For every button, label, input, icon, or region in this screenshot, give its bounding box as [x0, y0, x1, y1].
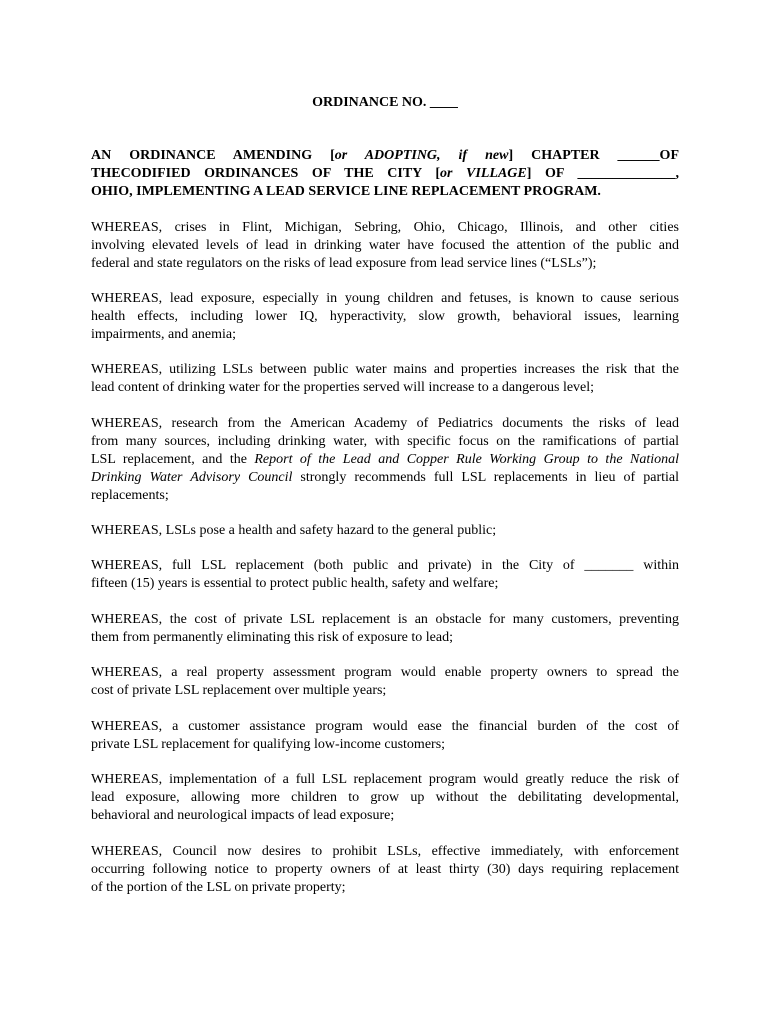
paragraph-line: them from permanently eliminating this risk of exposure to lead;	[91, 630, 453, 645]
whereas-paragraph-8	[91, 664, 679, 700]
document-title: ORDINANCE NO. ____	[312, 95, 458, 110]
paragraph-line: WHEREAS, implementation of a full LSL replacement program would greatly reduce the risk of	[91, 772, 679, 787]
whereas-paragraph-10	[91, 771, 679, 825]
paragraph-line: occurring following notice to property owners of at least thirty (30) days requiring replacement	[91, 862, 679, 877]
whereas-paragraph-5	[91, 522, 679, 540]
whereas-paragraph-6	[91, 557, 679, 593]
paragraph-text: strongly recommends full LSL replacements in lieu of partial	[292, 470, 680, 485]
heading-text: THECODIFIED ORDINANCES OF THE CITY [	[91, 166, 441, 181]
whereas-paragraph-1	[91, 219, 679, 273]
paragraph-line: health effects, including lower IQ, hyperactivity, slow growth, behavioral issues, learning	[91, 309, 679, 324]
paragraph-line: WHEREAS, utilizing LSLs between public water mains and properties increases the risk that the	[91, 362, 679, 377]
report-title-italic: Report of the Lead and Copper Rule Working Group to the National	[254, 452, 679, 467]
whereas-paragraph-7	[91, 611, 679, 647]
paragraph-line: replacements;	[91, 488, 169, 503]
whereas-paragraph-9	[91, 718, 679, 754]
paragraph-line: private LSL replacement for qualifying low-income customers;	[91, 737, 446, 752]
paragraph-line: from many sources, including drinking water, with specific focus on the ramifications of partial	[91, 434, 679, 449]
paragraph-line: WHEREAS, a real property assessment program would enable property owners to spread the	[91, 665, 679, 680]
heading-italic: or VILLAGE	[440, 166, 527, 181]
paragraph-line	[91, 451, 679, 469]
paragraph-text: LSL replacement, and the	[91, 452, 255, 467]
paragraph-line: cost of private LSL replacement over multiple years;	[91, 683, 387, 698]
heading-text: ] CHAPTER ______OF	[508, 148, 679, 163]
paragraph-line: WHEREAS, lead exposure, especially in young children and fetuses, is known to cause serious	[91, 291, 679, 306]
whereas-paragraph-2	[91, 290, 679, 344]
heading-text: ] OF ______________,	[526, 166, 679, 181]
paragraph-line: WHEREAS, crises in Flint, Michigan, Sebring, Ohio, Chicago, Illinois, and other cities	[91, 220, 679, 235]
heading-line-1	[91, 147, 679, 165]
whereas-paragraph-4	[91, 415, 679, 505]
paragraph-line: lead exposure, allowing more children to grow up without the debilitating developmental,	[91, 790, 679, 805]
paragraph-line: lead content of drinking water for the properties served will increase to a dangerous level;	[91, 380, 595, 395]
heading-line-3: OHIO, IMPLEMENTING A LEAD SERVICE LINE REPLACEMENT PROGRAM.	[91, 184, 601, 199]
paragraph-line: WHEREAS, research from the American Academy of Pediatrics documents the risks of lead	[91, 416, 679, 431]
paragraph-line: WHEREAS, full LSL replacement (both public and private) in the City of _______ within	[91, 558, 679, 573]
paragraph-line: involving elevated levels of lead in drinking water have focused the attention of the public and	[91, 238, 679, 253]
paragraph-line: federal and state regulators on the risks of lead exposure from lead service lines (“LSLs”);	[91, 256, 597, 271]
paragraph-line: behavioral and neurological impacts of lead exposure;	[91, 808, 395, 823]
heading-text: AN ORDINANCE AMENDING [	[91, 148, 335, 163]
whereas-paragraph-3	[91, 361, 679, 397]
paragraph-line: fifteen (15) years is essential to protect public health, safety and welfare;	[91, 576, 499, 591]
paragraph-line: of the portion of the LSL on private property;	[91, 880, 346, 895]
paragraph-line: WHEREAS, a customer assistance program would ease the financial burden of the cost of	[91, 719, 679, 734]
paragraph-line: WHEREAS, LSLs pose a health and safety hazard to the general public;	[91, 523, 497, 538]
paragraph-line: WHEREAS, Council now desires to prohibit LSLs, effective immediately, with enforcement	[91, 844, 679, 859]
heading-italic: or ADOPTING, if new	[334, 148, 509, 163]
paragraph-line	[91, 469, 679, 487]
heading-line-2	[91, 165, 679, 183]
report-title-italic: Drinking Water Advisory Council	[91, 470, 293, 485]
paragraph-line: WHEREAS, the cost of private LSL replacement is an obstacle for many customers, preventing	[91, 612, 679, 627]
whereas-paragraph-11	[91, 843, 679, 897]
ordinance-heading	[91, 147, 679, 201]
paragraph-line: impairments, and anemia;	[91, 327, 237, 342]
